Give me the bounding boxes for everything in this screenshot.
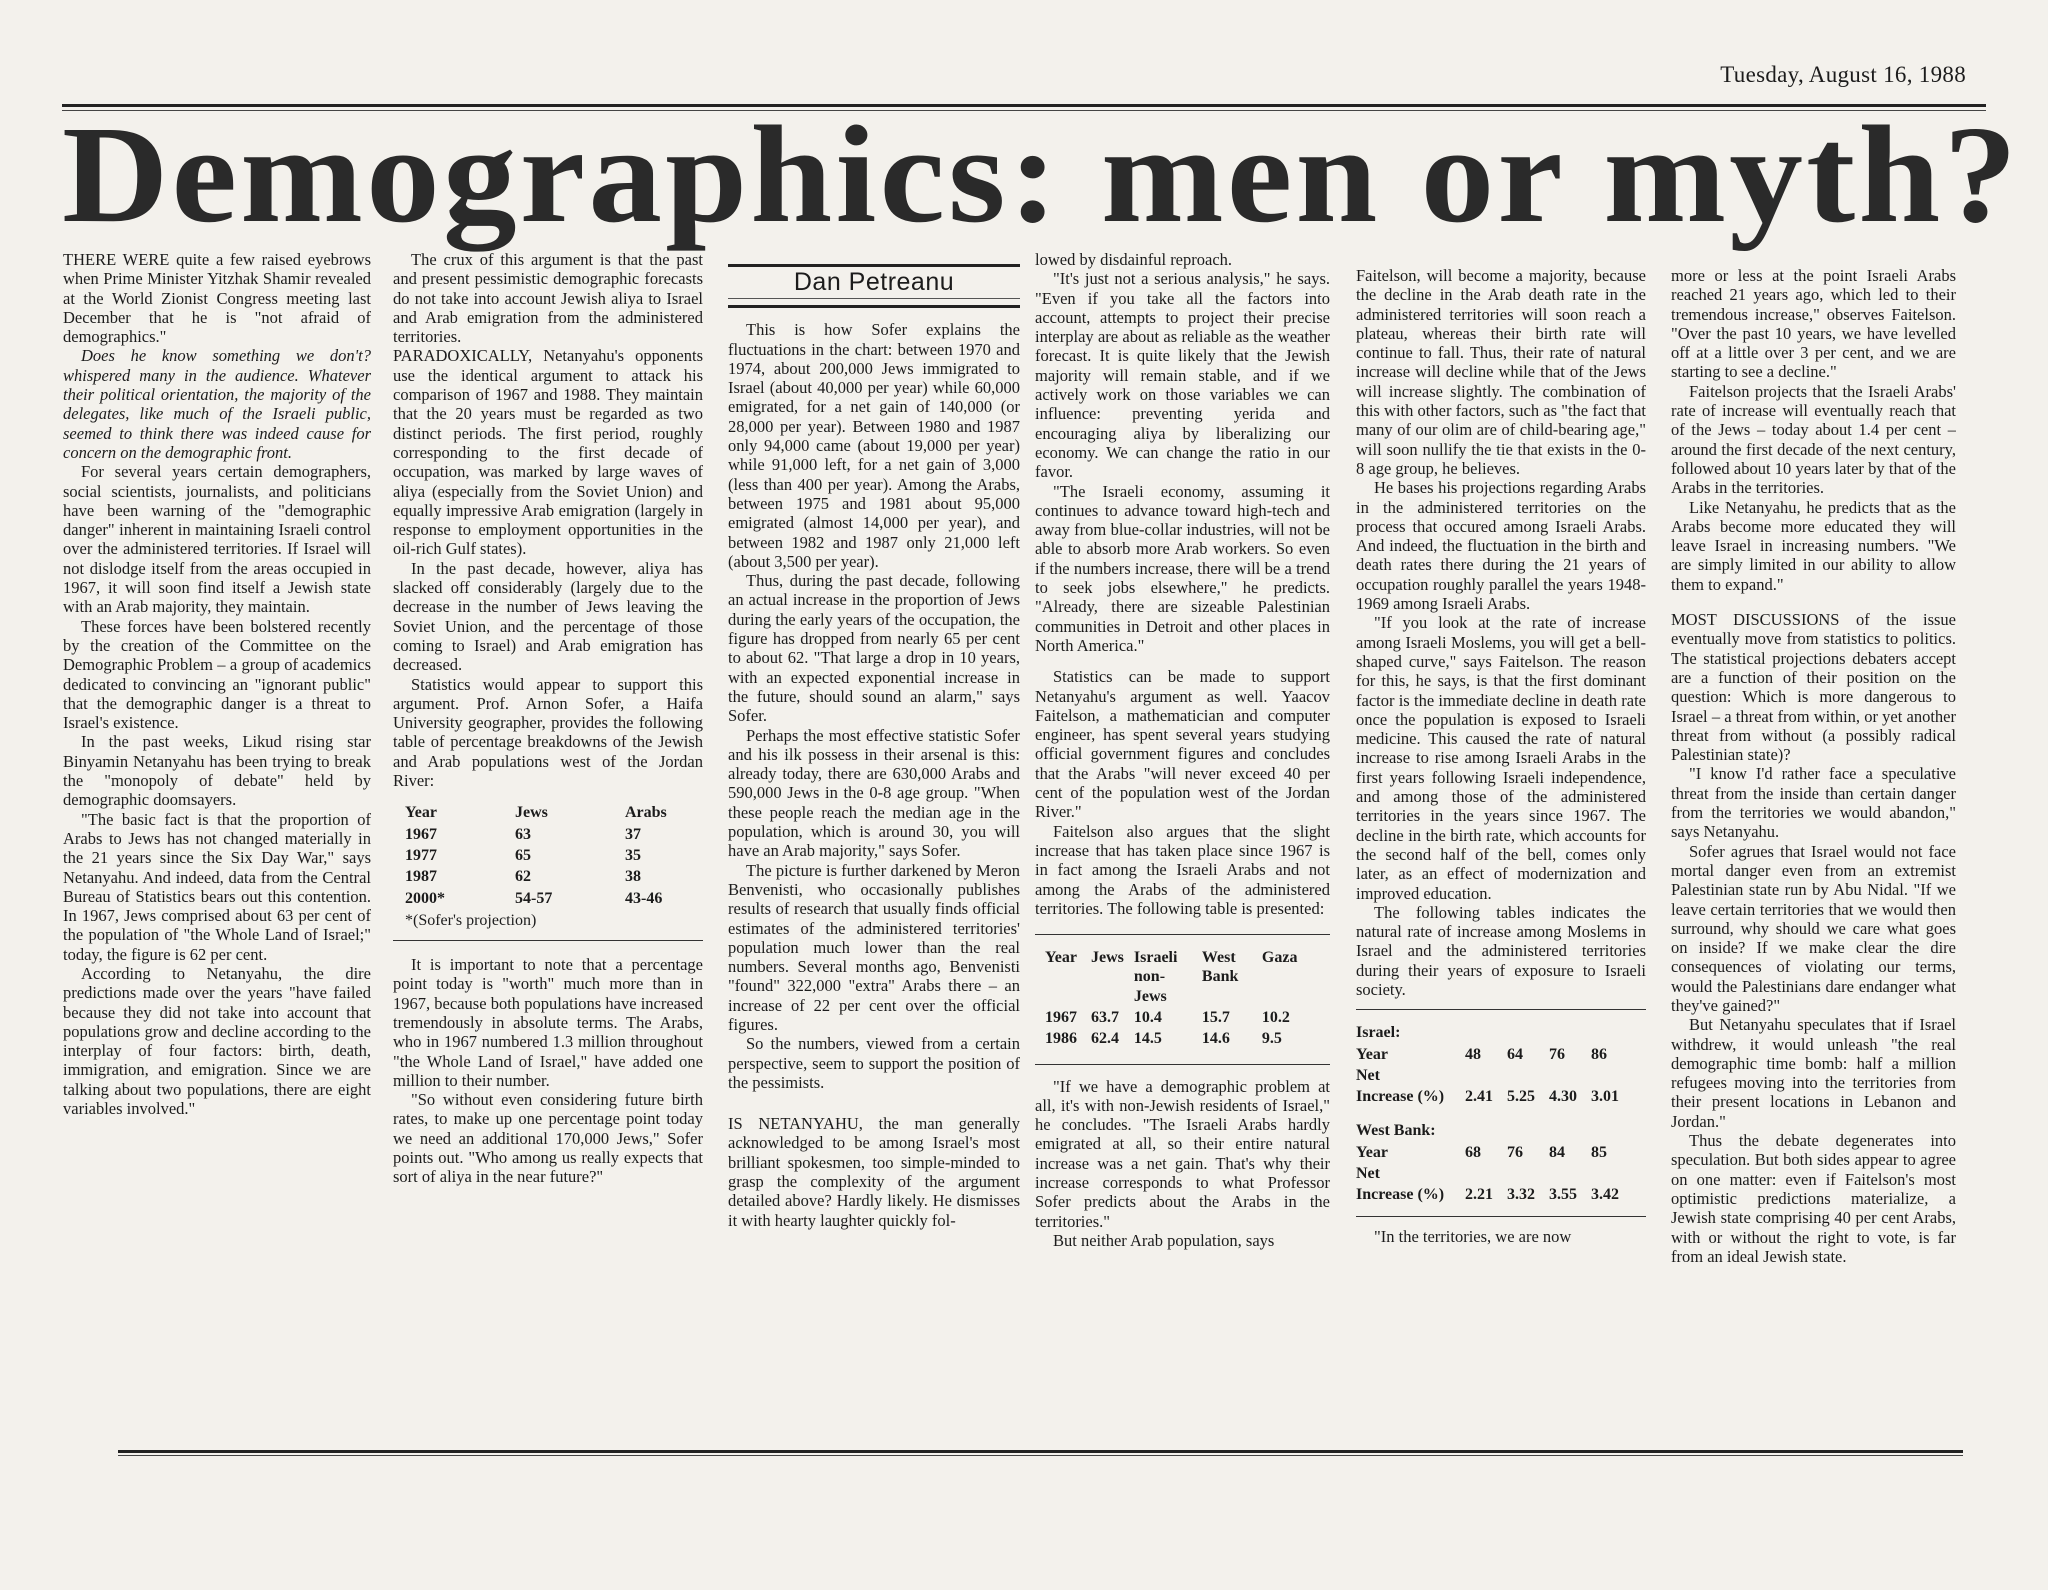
paragraph: MOST DISCUSSIONS of the issue eventually move from statistics to politics. The statistical projections debaters accept are a function of their position on the question: Which is more dangerous to Israel – a threat from within, or yet another threat from without (a possibly radical Palestinian state)? [1671, 610, 1956, 765]
table-row [1356, 1107, 1633, 1141]
table-cell: 3.42 [1591, 1186, 1619, 1204]
paragraph: Thus the debate degenerates into speculation. But both sides appear to agree on one matter: even if Faitelson's most optimistic predictions materialize, a Jewish state comprising 40 per cent Arabs, with or without the right to vote, is far from an ideal Jewish state. [1671, 1131, 1956, 1266]
paragraph: The following tables indicates the natural rate of increase among Moslems in Israel and the administered territories during their years of exposure to Israeli society. [1356, 902, 1646, 999]
table-cell: 14.6 [1201, 1030, 1230, 1048]
table-row [405, 824, 677, 845]
table-row [405, 866, 677, 887]
table-cell: 14.5 [1133, 1030, 1162, 1048]
paragraph: Faitelson also argues that the slight increase that has taken place since 1967 is in fact among the Israeli Arabs and not among the Arabs of the administered territories. The following table is presented: [1035, 821, 1330, 918]
divider [1356, 1216, 1646, 1217]
table-label: Net [1356, 1066, 1380, 1084]
table-cell: 48 [1465, 1045, 1481, 1063]
table-cell: 84 [1549, 1143, 1565, 1161]
table-header: Jews [515, 804, 548, 822]
paragraph: These forces have been bolstered recently by the creation of the Committee on the Demographic Problem – a group of academics dedicated to convincing an "ignorant public" that the demographic danger is a threat to Israel's existence. [63, 616, 371, 733]
divider [393, 940, 703, 941]
table-label: Year [1356, 1143, 1388, 1161]
paragraph: Perhaps the most effective statistic Sofer and his ilk possess in their arsenal is this: already today, there are 630,000 Arabs and 590,000 Jews in the 0-8 age group. "When these people reach the median age in the population, which is around 30, you will have an Arab majority," says Sofer. [728, 725, 1020, 861]
table-row [1356, 1163, 1633, 1184]
bottom-rule [118, 1450, 1963, 1453]
paragraph: In the past decade, however, aliya has slacked off considerably (largely due to the decrease in the number of Jews leaving the Soviet Union, and the percentage of those coming to Israel) and Arab emigration has decreased. [393, 558, 703, 675]
article-column-2 [393, 250, 703, 1445]
table-cell: 62 [515, 868, 531, 886]
table-cell: 3.32 [1507, 1186, 1535, 1204]
paragraph: The picture is further darkened by Meron Benvenisti, who occasionally publishes results of research that usually finds official estimates of the administered territories' population much lower than the real numbers. Several months ago, Benvenisti "found" 322,000 "extra" Arabs there – an increase of 22 per cent over the official figures. [728, 860, 1020, 1034]
paragraph: Sofer agrues that Israel would not face mortal danger even from an extremist Palestinian state run by Abu Nidal. "If we leave certain territories that we would then surround, why should we care what goes on inside? If we make clear the dire consequences of violating our terms, would the Palestinians dare endanger what they've gained?" [1671, 841, 1956, 1015]
table-label: Israel: [1356, 1024, 1401, 1042]
paragraph: "So without even considering future birth rates, to make up one percentage point today we need an additional 170,000 Jews," Sofer points out. "Who among us really expects that sort of aliya in the near future?" [393, 1090, 703, 1187]
table-cell: 3.01 [1591, 1088, 1619, 1106]
table-label: Year [1356, 1045, 1388, 1063]
table-sofer-percentages [405, 802, 677, 908]
paragraph: It is important to note that a percentage point today is "worth" much more than in 1967, because both populations have increased tremendously in absolute terms. The Arabs, who in 1967 numbered 1.3 million throughout "the Whole Land of Israel," have added one million to their number. [393, 955, 703, 1090]
table-row [1356, 1086, 1633, 1107]
table-cell: 1986 [1045, 1030, 1077, 1048]
article-column-1 [63, 250, 371, 1445]
table-row [405, 888, 677, 909]
paragraph: He bases his projections regarding Arabs in the administered territories on the process that occured among Israeli Arabs. And indeed, the fluctuation in the birth and death rates there during the 21 years of occupation roughly parallel the years 1948-1969 among Israeli Arabs. [1356, 478, 1646, 614]
table-label: West Bank: [1356, 1122, 1436, 1140]
table-cell: 1977 [405, 846, 437, 864]
paragraph: "If you look at the rate of increase among Israeli Moslems, you will get a bell-shaped curve," says Faitelson. The reason for this, he says, is that the first dominant factor is the immediate decline in death rate once the population is exposed to Israeli medicine. This caused the rate of natural increase to rise among Israeli Arabs in the first years following Israeli independence, and among those of the administered territories in the years since 1967. The decline in the birth rate, which accounts for the second half of the bell, comes only later, as an effect of modernization and improved education. [1356, 613, 1646, 903]
table-cell: 4.30 [1549, 1088, 1577, 1106]
table-header: Arabs [625, 804, 667, 822]
paragraph: For several years certain demographers, social scientists, journalists, and politicians have been warning of the "demographic danger" inherent in maintaining Israeli control over the administered territories. If Israel will not dislodge itself from the areas occupied in 1967, it will soon find itself a Jewish state with an Arab majority, they maintain. [63, 462, 371, 617]
table-cell: 63 [515, 825, 531, 843]
table-footnote: *(Sofer's projection) [405, 911, 537, 929]
table-cell: 65 [515, 846, 531, 864]
table-cell: 64 [1507, 1045, 1523, 1063]
table-cell: 2000* [405, 889, 445, 907]
table-cell: 9.5 [1261, 1030, 1282, 1048]
paragraph: This is how Sofer explains the fluctuations in the chart: between 1970 and 1974, about 200,000 Jews immigrated to Israel (about 40,000 per year) while 60,000 emigrated, for a net gain of 140,000 (or 28,000 per year). Between 1980 and 1987 only 94,000 came (about 19,000 per year) while 91,000 left, for a net gain of 3,000 (less than 400 per year). Among the Arabs, between 1975 and 1981 about 95,000 emigrated (almost 14,000 per year), and between 1982 and 1987 only 21,000 left (about 3,500 per year). [728, 320, 1020, 571]
paragraph: Thus, during the past decade, following an actual increase in the proportion of Jews during the early years of the occupation, the figure has dropped from nearly 65 per cent to about 62. "That large a drop in 10 years, with an expected exponential increase in the future, should sound an alarm," says Sofer. [728, 571, 1020, 726]
paragraph: But neither Arab population, says [1053, 1230, 1275, 1250]
article-column-3 [728, 250, 1020, 1445]
paragraph: Like Netanyahu, he predicts that as the Arabs become more educated they will leave Israel in increasing numbers. "We are simply limited in our ability to allow them to expand." [1671, 497, 1956, 594]
table-natural-increase [1356, 1022, 1633, 1205]
paragraph: Faitelson projects that the Israeli Arabs' rate of increase will eventually reach that of the Jews – today about 1.4 per cent – around the first decade of the next century, followed about 10 years later by that of the Arabs in the territories. [1671, 381, 1956, 498]
table-row [1356, 1044, 1633, 1065]
paragraph: But Netanyahu speculates that if Israel withdrew, it would unleash "the real demographic time bomb: half a million refugees moving into the territories from their present locations in Lebanon and Jordan." [1671, 1015, 1956, 1131]
table-cell: 1967 [405, 825, 437, 843]
divider [1356, 1009, 1646, 1010]
table-label: Net [1356, 1165, 1380, 1183]
table-cell: 1987 [405, 868, 437, 886]
table-cell: 10.2 [1261, 1008, 1290, 1026]
paragraph: lowed by disdainful reproach. [1035, 250, 1233, 269]
table-cell: 10.4 [1133, 1008, 1162, 1026]
table-cell: 68 [1465, 1143, 1481, 1161]
paragraph: In the past weeks, Likud rising star Binyamin Netanyahu has been trying to break the "monopoly of debate" held by demographic doomsayers. [63, 732, 371, 810]
paragraph: "In the territories, we are now [1374, 1226, 1572, 1246]
paragraph: So the numbers, viewed from a certain perspective, seem to support the position of the pessimists. [728, 1034, 1020, 1092]
table-cell: 37 [625, 825, 641, 843]
paragraph: "It's just not a serious analysis," he says. "Even if you take all the factors into account, attempts to project their precise interplay are about as reliable as the weather forecast. It is quite likely that the Jewish majority will remain stable, and if we actively work on those variables we can influence: preventing yerida and encouraging aliya by liberalizing our economy. We can change the ratio in our favor. [1035, 269, 1330, 482]
table-row [1356, 1022, 1633, 1043]
bottom-rule-thin [118, 1455, 1963, 1456]
table-cell: 76 [1549, 1045, 1565, 1063]
table-cell: 38 [625, 868, 641, 886]
table-header: Israeli non-Jews [1133, 949, 1178, 1005]
table-cell: 2.41 [1465, 1088, 1493, 1106]
byline [728, 264, 1020, 308]
paragraph: THERE WERE quite a few raised eyebrows when Prime Minister Yitzhak Shamir revealed at the World Zionist Congress meeting last December that he is "not afraid of demographics." [63, 250, 371, 347]
table-row [405, 845, 677, 866]
table-faitelson-shares [1045, 947, 1307, 1049]
table-cell: 3.55 [1549, 1186, 1577, 1204]
divider [1035, 1064, 1330, 1065]
table-row [1356, 1065, 1633, 1086]
table-cell: 85 [1591, 1143, 1607, 1161]
paragraph: PARADOXICALLY, Netanyahu's opponents use the identical argument to attack his comparison of 1967 and 1988. They maintain that the 20 years must be regarded as two distinct periods. The first period, roughly corresponding to the first decade of occupation, was marked by large waves of aliya (especially from the Soviet Union) and equally impressive Arab emigration (largely in response to employment opportunities in the oil-rich Gulf states). [393, 346, 703, 559]
headline: Demographics: men or myth? [62, 98, 2021, 252]
table-header: Year [405, 804, 437, 822]
table-row [1356, 1184, 1633, 1205]
table-cell: 76 [1507, 1143, 1523, 1161]
table-cell: 1967 [1045, 1008, 1077, 1026]
paragraph: "If we have a demographic problem at all, it's with non-Jewish residents of Israel," he concludes. "The Israeli Arabs hardly emigrated at all, so their entire natural increase was a net gain. That's why their increase corresponds to what Professor Sofer predicts about the Arabs in the territories." [1035, 1076, 1330, 1231]
table-header: Jews [1091, 949, 1124, 967]
table-row [1045, 1028, 1307, 1049]
article-column-6 [1671, 250, 1956, 1445]
table-cell: 86 [1591, 1045, 1607, 1063]
table-label: Increase (%) [1356, 1186, 1445, 1204]
table-cell: 15.7 [1201, 1008, 1230, 1026]
table-cell: 62.4 [1091, 1030, 1119, 1048]
byline-name: Dan Petreanu [728, 273, 1020, 299]
table-cell: 35 [625, 846, 641, 864]
paragraph: "I know I'd rather face a speculative threat from the inside than certain danger from the territories we would abandon," says Netanyahu. [1671, 764, 1956, 842]
table-cell: 5.25 [1507, 1088, 1535, 1106]
table-label: Increase (%) [1356, 1088, 1445, 1106]
paragraph: Statistics can be made to support Netanyahu's argument as well. Yaacov Faitelson, a mathematician and computer engineer, has spent several years studying official government figures and concludes that the Arabs "will never exceed 40 per cent of the population west of the Jordan River." [1035, 667, 1330, 822]
paragraph: Does he know something we don't? whispered many in the audience. Whatever their political orientation, the majority of the delegates, like much of the Israeli public, seemed to think there was indeed cause for concern on the demographic front. [63, 346, 371, 462]
table-row [1356, 1142, 1633, 1163]
paragraph: According to Netanyahu, the dire predictions made over the years "have failed because they did not take into account that populations grow and decline according to the interplay of four factors: birth, death, immigration, and emigration. Since we are talking about two populations, there are eight variables involved." [63, 963, 371, 1119]
paragraph: The crux of this argument is that the past and present pessimistic demographic forecasts do not take into account Jewish aliya to Israel and Arab emigration from the administered territories. [393, 250, 703, 347]
article-column-4 [1035, 250, 1330, 1445]
paragraph: Statistics would appear to support this argument. Prof. Arnon Sofer, a Haifa University geographer, provides the following table of percentage breakdowns of the Jewish and Arab populations west of the Jordan River: [393, 674, 703, 791]
paragraph: IS NETANYAHU, the man generally acknowledged to be among Israel's most brilliant spokesmen, too simple-minded to grasp the complexity of the argument detailed above? Hardly likely. He dismisses it with hearty laughter quickly fol- [728, 1114, 1020, 1230]
divider [1035, 934, 1330, 935]
paragraph: more or less at the point Israeli Arabs reached 21 years ago, which led to their tremendous increase," observes Faitelson. "Over the past 10 years, we have levelled off at a little over 3 per cent, and we are starting to see a decline." [1671, 266, 1956, 382]
table-header: West Bank [1201, 949, 1239, 986]
table-cell: 2.21 [1465, 1186, 1493, 1204]
article-column-5 [1356, 250, 1646, 1445]
paragraph: Faitelson, will become a majority, because the decline in the Arab death rate in the administered territories will soon reach a plateau, whereas their birth rate will continue to fall. Thus, their rate of natural increase will decline while that of the Jews will increase slightly. The combination of this with other factors, such as "the fact that many of our olim are of child-bearing age," will soon nullify the tie that exists in the 0-8 age group, he believes. [1356, 266, 1646, 478]
paragraph: "The basic fact is that the proportion of Arabs to Jews has not changed materially in the 21 years since the Six Day War," says Netanyahu. And indeed, data from the Central Bureau of Statistics bears out this contention. In 1967, Jews comprised about 63 per cent of the population of "the Whole Land of Israel;" today, the figure is 62 per cent. [63, 809, 371, 964]
table-cell: 43-46 [625, 889, 663, 907]
table-cell: 63.7 [1091, 1008, 1119, 1026]
paragraph: "The Israeli economy, assuming it continues to advance toward high-tech and away from blue-collar industries, will not be able to absorb more Arab workers. So even if the numbers increase, there will be a trend to seek jobs elsewhere," he predicts. "Already, there are sizeable Palestinian communities in Detroit and other places in North America." [1035, 481, 1330, 655]
table-cell: 54-57 [515, 889, 553, 907]
table-header: Year [1045, 949, 1077, 967]
date-line: Tuesday, August 16, 1988 [1720, 62, 1966, 87]
table-row [1045, 1007, 1307, 1028]
table-header: Gaza [1261, 949, 1298, 967]
